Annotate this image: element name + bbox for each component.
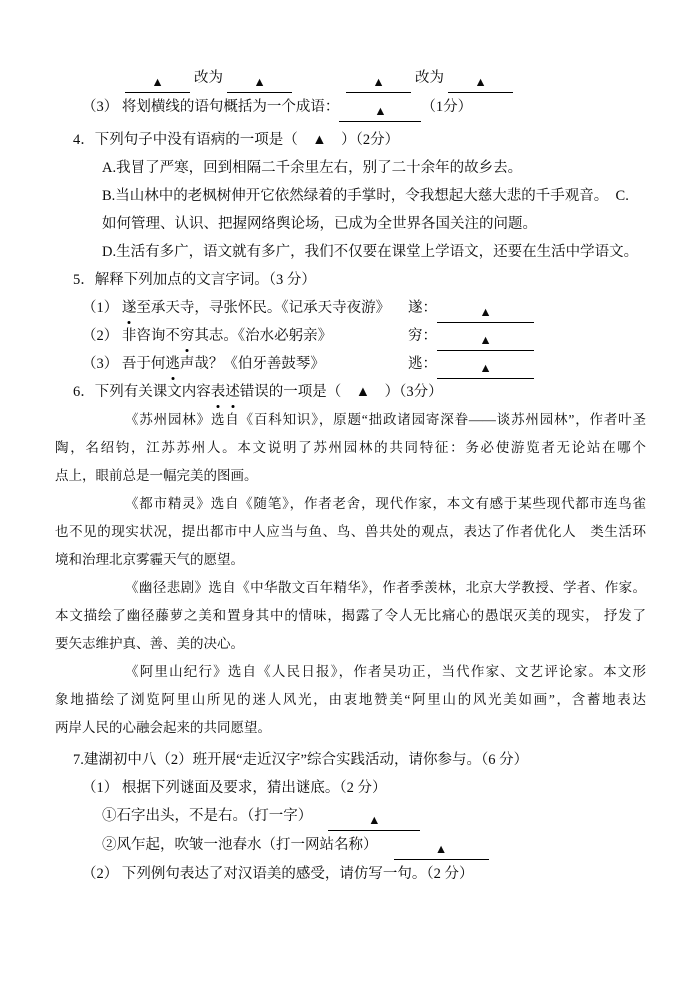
dotted-char: 述 — [225, 378, 240, 406]
q6-paragraph-3-line-2: 本文描绘了幽径藤萝之美和置身其中的情味，揭露了令人无比痛心的愚氓灭美的现实， 抒发了 — [55, 608, 646, 623]
q5-answer-label: 遂： — [408, 300, 437, 316]
q5-item-1-text-pre: （1） — [82, 300, 122, 316]
q7-riddle-1-text: ①石字出头，不是右。（打一字） — [102, 808, 313, 824]
q6-paragraph-2-line-3: 境和治理北京雾霾天气的愿望。 — [55, 552, 244, 567]
q3-idiom-line — [82, 93, 646, 122]
q4-option-a: A.我冒了严寒，回到相隔二千余里左右，别了二十余年的故乡去。 — [102, 160, 523, 176]
triangle-placeholder: ▲ — [151, 75, 164, 89]
answer-blank — [437, 332, 534, 351]
answer-blank — [437, 360, 534, 379]
q4-option-d: D.生活有多广，语文就有多广，我们不仅要在课堂上学语文，还要在生活中学语文。 — [102, 244, 639, 260]
q5-item-2-text-pre: （2） 非咨询不 — [82, 328, 180, 344]
q5-title: 5．解释下列加点的文言字词。（3 分） — [73, 272, 316, 288]
q6-title-pre: 6．下列有关课文内容 — [73, 384, 211, 400]
q6-paragraph-4-line-2: 象地描绘了浏览阿里山所见的迷人风光，由衷地赞美“阿里山的风光美如画”，含蓄地表达 — [55, 692, 646, 707]
answer-blank — [339, 103, 421, 122]
triangle-placeholder: ▲ — [474, 75, 487, 89]
q3-prompt: （3） 将划横线的语句概括为一个成语： — [82, 99, 340, 115]
q4-option-b: B.当山林中的老枫树伸开它依然绿着的手掌时，令我想起大慈大悲的千手观音。 C. — [102, 188, 629, 204]
q5-item-3 — [82, 350, 646, 378]
q6-paragraph-3-line-3: 要矢志维护真、善、美的决心。 — [55, 636, 244, 651]
dotted-char: 逃 — [165, 350, 180, 378]
triangle-placeholder: ▲ — [479, 305, 492, 319]
q6-paragraph-1-line-1: 《苏州园林》选自《百科知识》，原题“拙政诸园寄深眷——谈苏州园林”，作者叶圣 — [125, 412, 646, 427]
q6-paragraph-1-line-3: 点上，眼前总是一幅完美的图画。 — [55, 468, 258, 483]
q5-answer-label: 穷： — [408, 328, 437, 344]
answer-blank — [346, 74, 411, 93]
q5-item-2-text-rest: 其志。《治水必躬亲》 — [194, 328, 333, 344]
q7-sub-1: （1） 根据下列谜面及要求，猜出谜底。（2 分） — [82, 780, 387, 796]
q5-item-1 — [82, 294, 646, 322]
answer-blank — [448, 74, 513, 93]
q5-answer-label: 逃： — [408, 356, 437, 372]
q3-score: （1分） — [421, 99, 473, 115]
q5-item-1-text-rest: 至承天寺，寻张怀民。《记承天寺夜游》 — [136, 300, 391, 316]
triangle-placeholder: ▲ — [368, 813, 381, 827]
triangle-placeholder: ▲ — [434, 842, 448, 856]
triangle-placeholder: ▲ — [374, 104, 387, 118]
change-to-label: 改为 — [415, 70, 444, 86]
q6-paragraph-4-line-1: 《阿里山纪行》选自《人民日报》，作者吴功正，当代作家、文艺评论家。本文形 — [125, 664, 646, 679]
triangle-placeholder: ▲ — [253, 75, 266, 89]
q7-title: 7.建湖初中八（2）班开展“走近汉字”综合实践活动，请你参与。（6 分） — [73, 752, 529, 768]
q5-item-2 — [82, 322, 646, 350]
change-to-label: 改为 — [194, 70, 223, 86]
dotted-char: 遂 — [122, 294, 137, 322]
triangle-placeholder: ▲ — [479, 333, 492, 347]
q6-paragraph-2-line-1: 《都市精灵》选自《随笔》，作者老舍，现代作家，本文有感于某些现代都市连鸟雀 — [125, 496, 646, 511]
q6-paragraph-3-line-1: 《幽径悲剧》选自《中华散文百年精华》，作者季羡林，北京大学教授、学者、作家。 — [125, 580, 646, 595]
q6-title — [73, 378, 646, 406]
q5-item-2-answer — [408, 322, 534, 351]
q4-title: 4．下列句子中没有语病的一项是（ ▲ ）（2分） — [73, 132, 400, 148]
answer-blank — [227, 74, 292, 93]
answer-blank — [394, 841, 489, 860]
dotted-char: 表 — [211, 378, 226, 406]
q6-title-rest: 错误的一项是（ ▲ ）（3分） — [239, 384, 443, 400]
q7-sub-2: （2） 下列例句表达了对汉语美的感受，请仿写一句。（2 分） — [82, 866, 474, 882]
q7-riddle-2-text: ②风乍起，吹皱一池春水（打一网站名称） — [102, 837, 378, 853]
q5-item-3-text-pre: （3） 吾于何 — [82, 356, 166, 372]
q4-option-c-continuation: 如何管理、认识、把握网络舆论场，已成为全世界各国关注的问题。 — [102, 216, 537, 232]
q5-item-3-answer — [408, 350, 534, 379]
answer-blank — [328, 812, 420, 831]
dotted-char: 穷 — [180, 322, 195, 350]
answer-blank — [125, 74, 190, 93]
triangle-placeholder: ▲ — [479, 361, 492, 375]
q7-riddle-2 — [102, 831, 646, 860]
correction-blanks-row — [125, 64, 646, 93]
q6-paragraph-4-line-3: 两岸人民的心融会起来的共同愿望。 — [55, 720, 271, 735]
q6-paragraph-1-line-2: 陶，名绍钧，江苏苏州人。本文说明了苏州园林的共同特征：务必使游览者无论站在哪个 — [55, 440, 646, 455]
q5-item-1-answer — [408, 294, 534, 323]
triangle-placeholder: ▲ — [372, 75, 385, 89]
q5-item-3-text-rest: 声哉？《伯牙善鼓琴》 — [179, 356, 325, 372]
q7-riddle-1 — [102, 802, 646, 831]
q6-paragraph-2-line-2: 也不见的现实状况，提出都市中人应当与鱼、鸟、兽共处的观点，表达了作者优化人 类生活环 — [55, 524, 646, 539]
answer-blank — [437, 304, 534, 323]
